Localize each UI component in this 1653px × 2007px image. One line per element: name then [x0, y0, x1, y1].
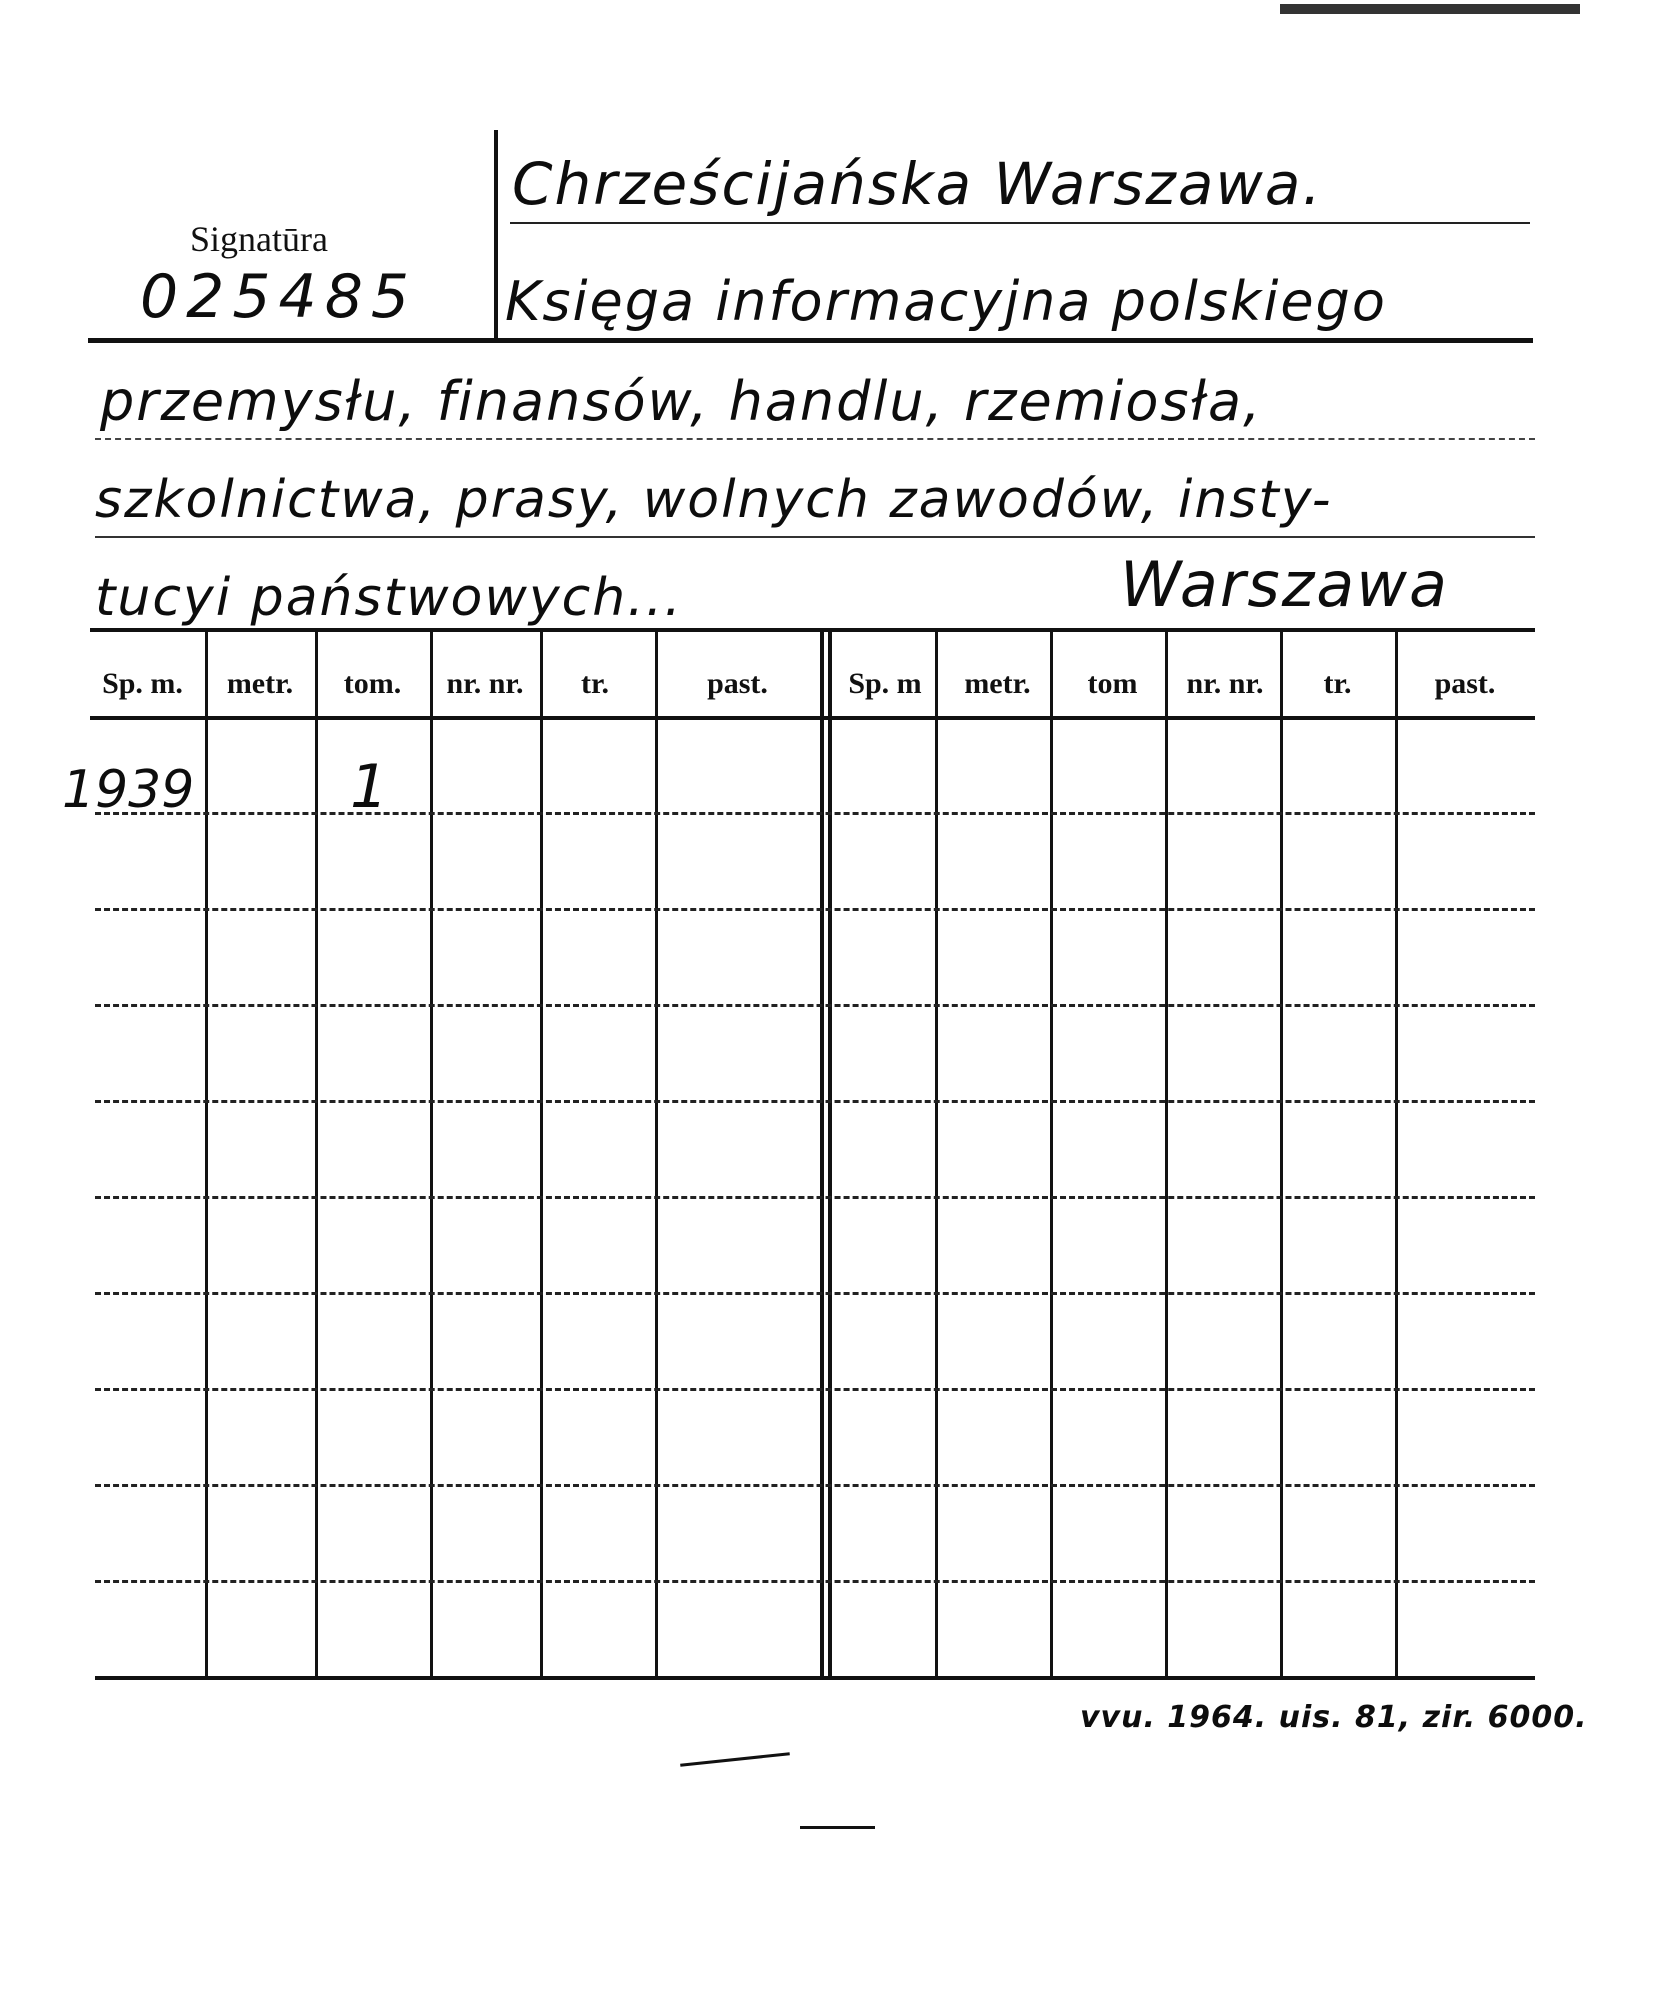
table-row-line [95, 908, 1535, 911]
place-name: Warszawa [1120, 548, 1449, 621]
scan-mark [800, 1826, 875, 1829]
table-row-line [95, 1388, 1535, 1391]
table-column-divider [1395, 632, 1398, 1680]
header-right-tom: tom [1087, 667, 1138, 700]
header-right-nr-nr: nr. nr. [1186, 667, 1264, 700]
signature-label: Signatūra [190, 219, 328, 259]
table-column-divider [540, 632, 543, 1680]
body-line-1: przemysłu, finansów, handlu, rzemiosła, [100, 370, 1263, 433]
printer-note: vvu. 1964. uis. 81, zir. 6000. [1080, 1700, 1588, 1735]
table-header-rule [90, 716, 1535, 720]
signature-number: 025485 [140, 262, 418, 332]
header-left-past: past. [707, 667, 768, 700]
header-left-tr: tr. [580, 667, 610, 700]
table-row-line [95, 1580, 1535, 1583]
header-left-tom: tom. [343, 667, 402, 700]
table-row-line [95, 1484, 1535, 1487]
body-line-3: tucyi państwowych... [95, 568, 683, 628]
scan-mark [1280, 4, 1580, 14]
body-line-2: szkolnictwa, prasy, wolnych zawodów, insty- [95, 470, 1333, 530]
header-right-sp-m: Sp. m [848, 667, 922, 700]
body-underline-1 [95, 438, 1535, 440]
title-line-1: Chrześcijańska Warszawa. [512, 150, 1323, 218]
table-column-divider [1050, 632, 1053, 1680]
table-row-line [95, 1196, 1535, 1199]
header-left-nr-nr: nr. nr. [446, 667, 524, 700]
table-column-divider [1165, 632, 1168, 1680]
header-left-metr: metr. [226, 667, 294, 700]
table-row-line [95, 1100, 1535, 1103]
header-rule [88, 338, 1533, 343]
table-row-line [95, 812, 1535, 815]
scan-mark [680, 1752, 790, 1766]
table-column-divider [315, 632, 318, 1680]
table-bottom-rule [95, 1676, 1535, 1680]
table-column-divider [205, 632, 208, 1680]
title-separator [494, 130, 498, 340]
header-left-sp-m: Sp. m. [102, 667, 183, 700]
table-center-divider [828, 632, 832, 1680]
table-column-divider [935, 632, 938, 1680]
title-underline-1 [510, 222, 1530, 224]
table-column-divider [655, 632, 658, 1680]
table-row-line [95, 1004, 1535, 1007]
header-right-past: past. [1434, 667, 1496, 700]
row-1-tom: 1 [350, 752, 391, 822]
table-center-divider [820, 632, 824, 1680]
table-top-rule [90, 628, 1535, 632]
body-underline-2 [95, 536, 1535, 538]
table-row-line [95, 1292, 1535, 1295]
table-column-divider [1280, 632, 1283, 1680]
header-right-tr: tr. [1323, 667, 1352, 700]
header-right-metr: metr. [964, 667, 1031, 700]
row-1-sp-m: 1939 [62, 760, 195, 820]
table-column-divider [430, 632, 433, 1680]
title-line-2: Księga informacyjna polskiego [505, 270, 1387, 333]
